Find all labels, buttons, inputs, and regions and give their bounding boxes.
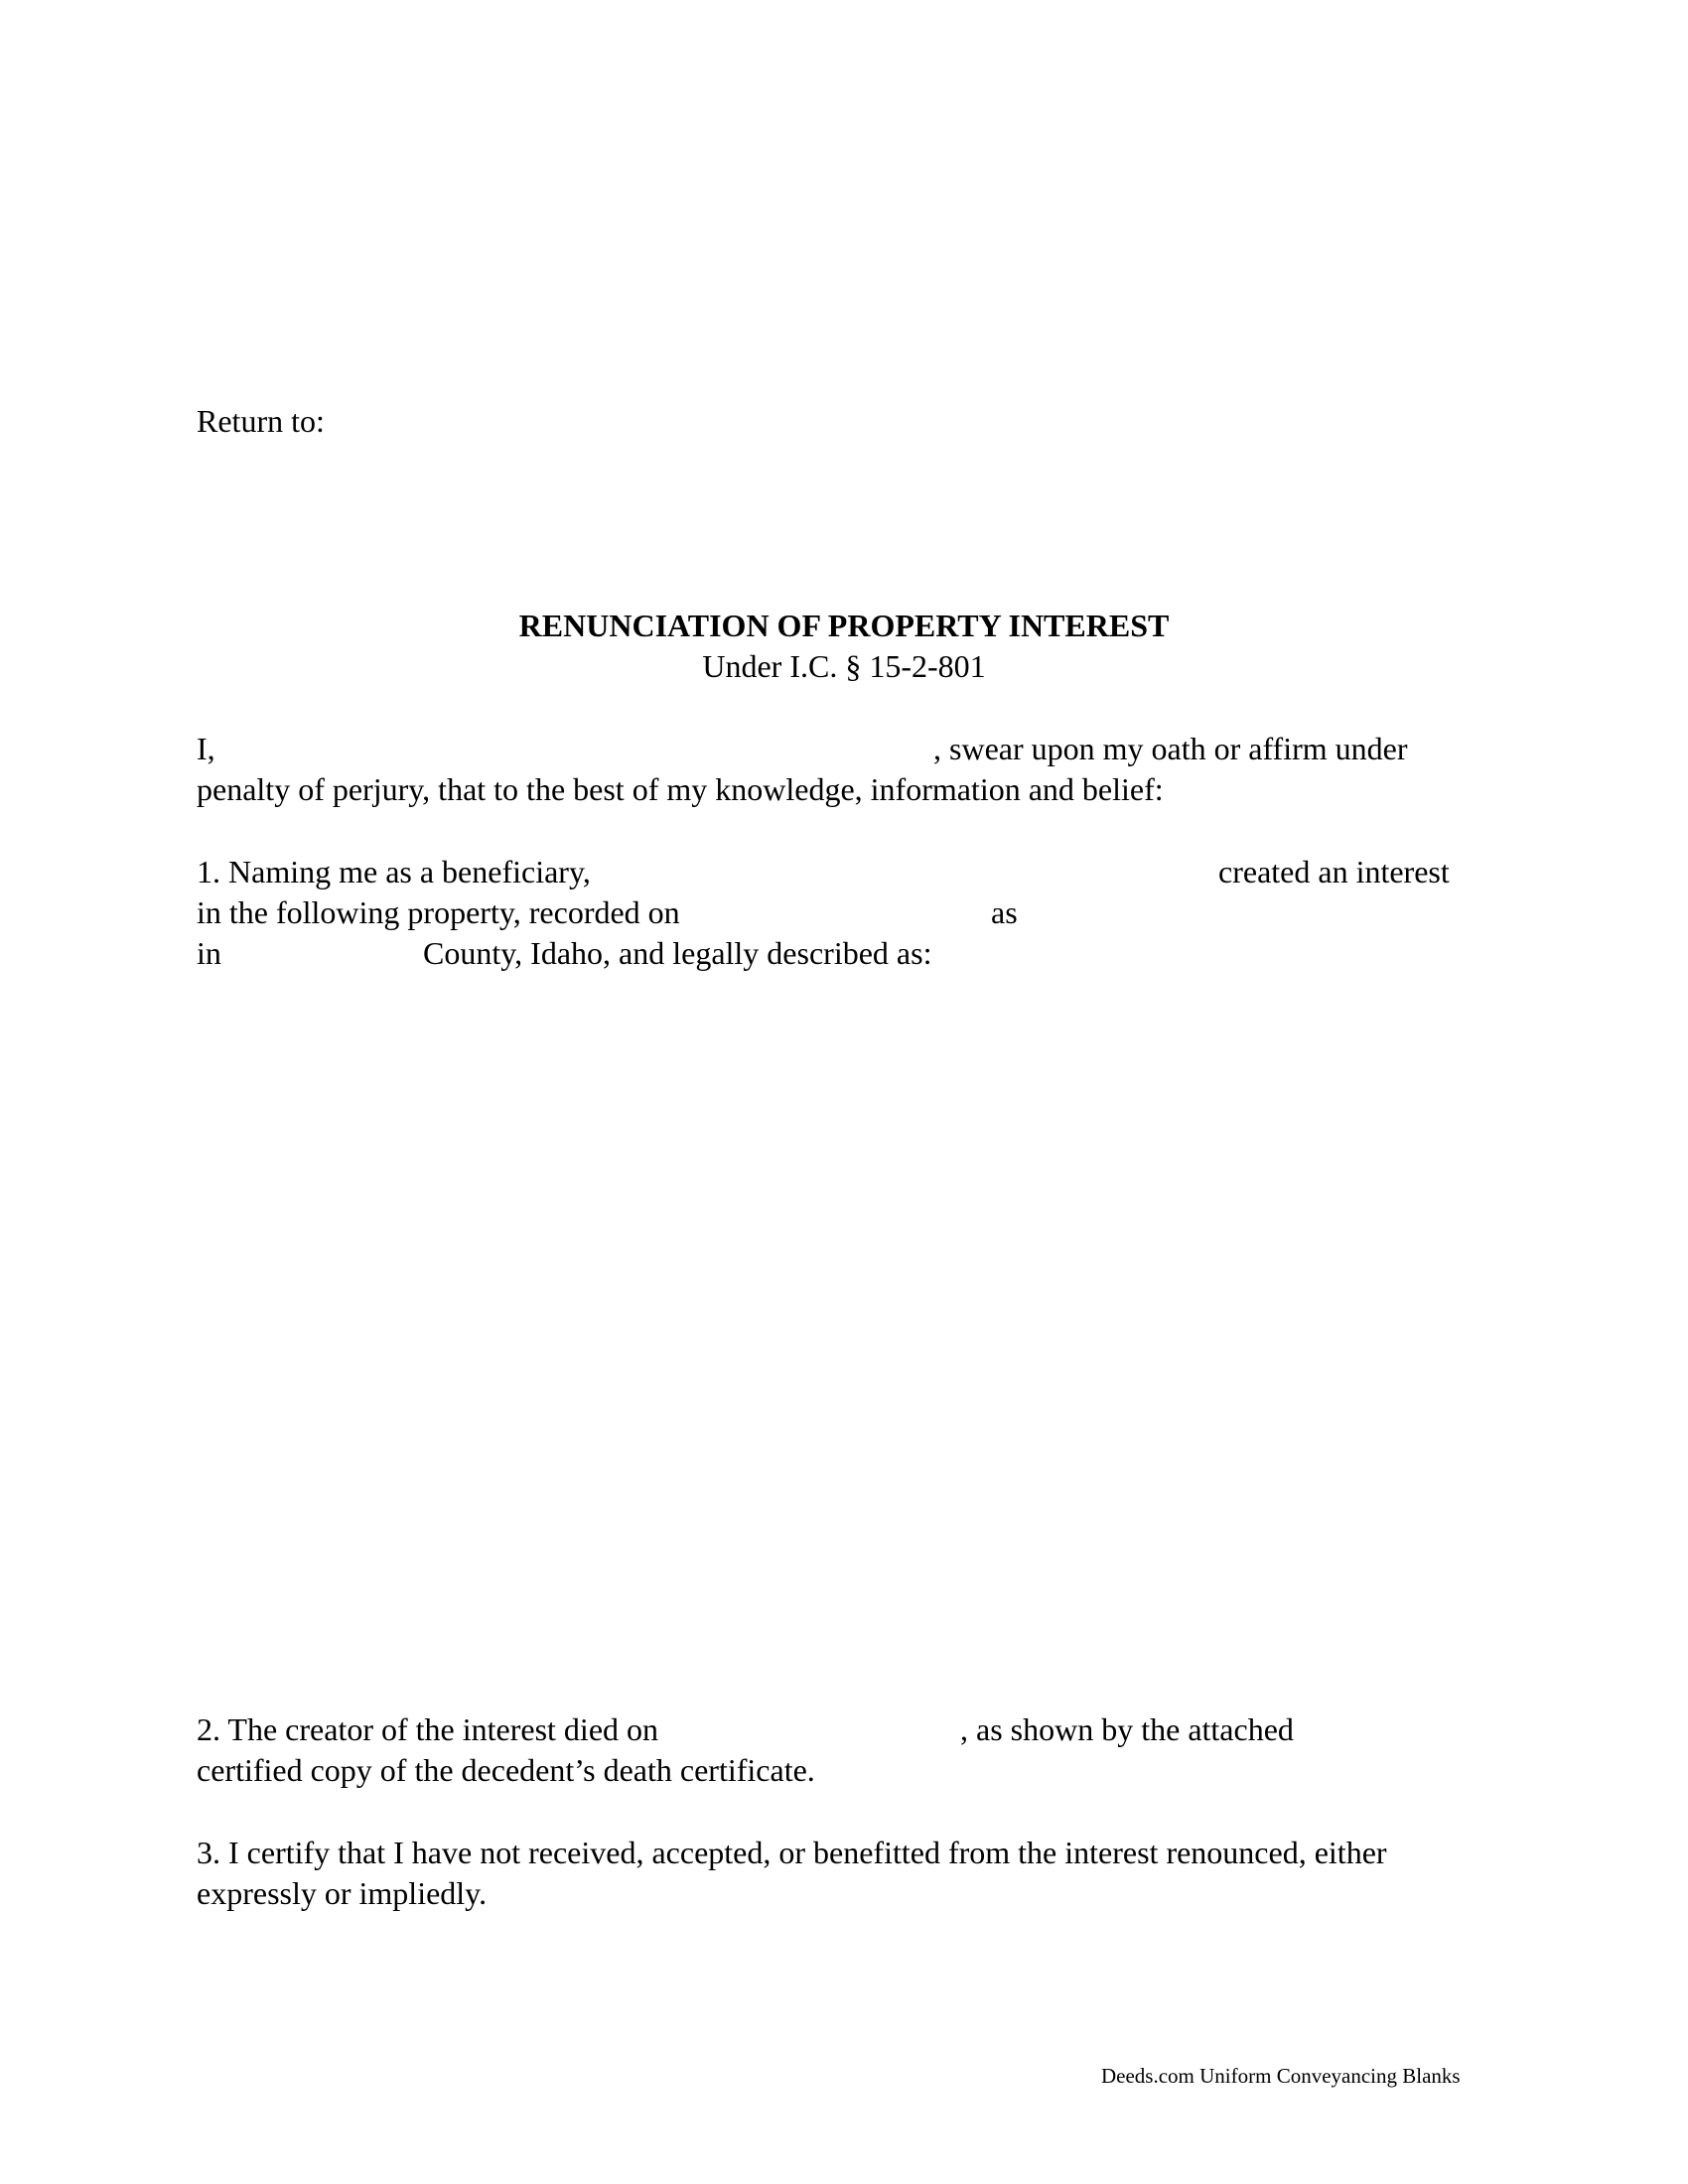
oath-line2: penalty of perjury, that to the best of my knowledge, information and belief: — [197, 771, 1164, 807]
item1-line3-start: in — [197, 935, 221, 971]
item1-line1-end: created an interest — [1218, 854, 1450, 889]
item3-line1: 3. I certify that I have not received, accepted, or benefitted from the interest renounced, either — [197, 1835, 1387, 1870]
document-title: RENUNCIATION OF PROPERTY INTEREST — [518, 608, 1170, 643]
footer-text: Deeds.com Uniform Conveyancing Blanks — [1101, 2064, 1461, 2088]
document-subtitle: Under I.C. § 15-2-801 — [702, 648, 986, 684]
item1-line3-end: County, Idaho, and legally described as: — [423, 935, 932, 971]
item1-line2-end: as — [991, 894, 1018, 930]
oath-line1-end: , swear upon my oath or affirm under — [933, 731, 1408, 766]
return-to-label: Return to: — [197, 403, 325, 439]
item1-line2-start: in the following property, recorded on — [197, 894, 680, 930]
item2-line1-end: , as shown by the attached — [960, 1711, 1294, 1747]
item3-line2: expressly or impliedly. — [197, 1875, 488, 1911]
item1-line1-start: 1. Naming me as a beneficiary, — [197, 854, 591, 889]
oath-line1-start: I, — [197, 731, 215, 766]
item2-line2: certified copy of the decedent’s death certificate. — [197, 1752, 815, 1788]
item2-line1-start: 2. The creator of the interest died on — [197, 1711, 659, 1747]
